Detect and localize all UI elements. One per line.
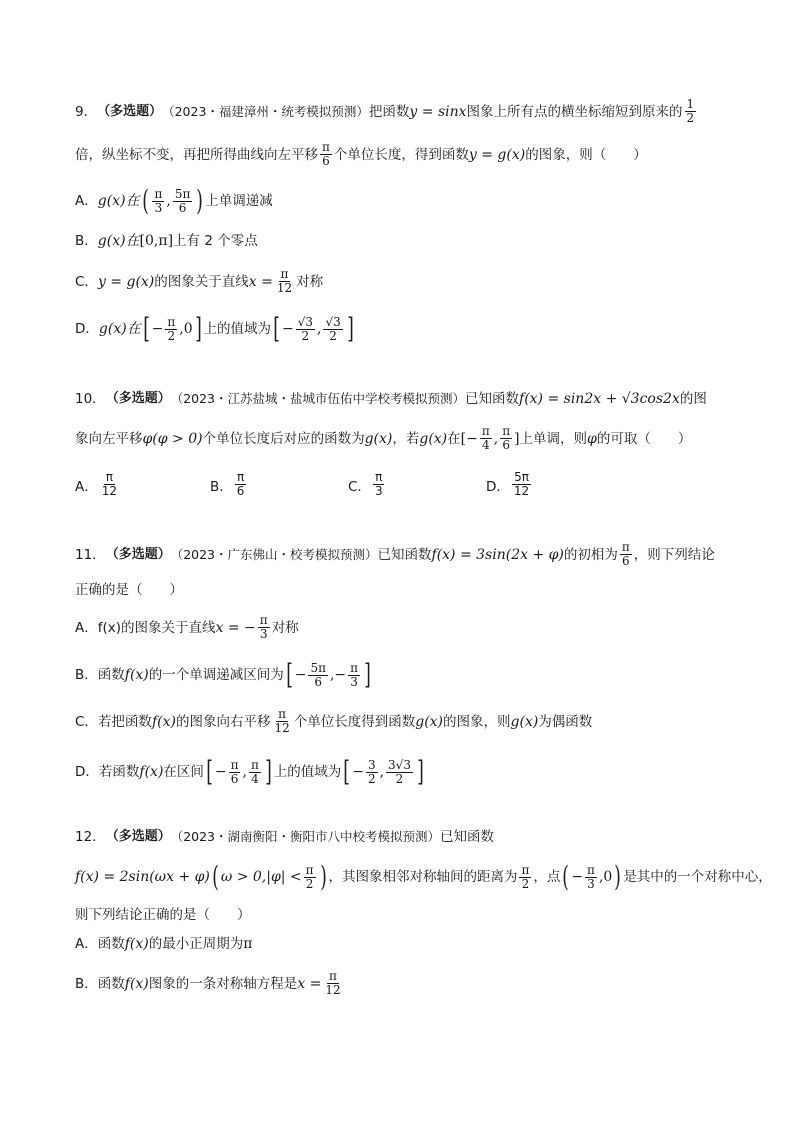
fraction: $\frac{\pi}{6}$: [502, 424, 511, 452]
option-label: D．: [75, 321, 99, 337]
q11-stem-b: 的初相为: [563, 546, 618, 563]
q9-stem-b: 图象上所有点的横坐标缩短到原来的: [466, 103, 683, 120]
option-label: B．: [75, 667, 98, 683]
option-math: f(x): [151, 713, 176, 730]
option-text: 的图象向右平移: [175, 713, 271, 730]
q10-source: （2023・江苏盐城・盐城市伍佑中学校考模拟预测）: [170, 391, 466, 406]
q9-gfunc: y = g(x): [468, 146, 526, 163]
fraction: $\frac{5\pi}{6}$: [310, 660, 326, 689]
q9-half-fraction: $\frac{1}{2}$: [686, 97, 695, 125]
q12-tag: （多选题）: [105, 829, 171, 844]
q9-line-2: [75, 141, 647, 168]
option-text: 的图象关于直线: [154, 273, 249, 290]
q9-option-a: A． g(x)在 ( $\frac{\pi}{3}$ , $\frac{5\pi}{6}$ ) 上单调递减: [75, 184, 273, 217]
q10-option-b: B． $\frac{\pi}{6}$: [210, 470, 245, 498]
fraction: $\frac{√3}{2}$: [325, 314, 341, 343]
fraction: $\frac{\pi}{4}$: [481, 424, 490, 452]
q11-option-c: [75, 708, 592, 735]
q10-option-c: C． $\frac{\pi}{3}$: [348, 470, 383, 498]
option-text: y = g(x): [97, 273, 155, 290]
option-math: x =: [297, 975, 322, 992]
q11-line-2: [75, 578, 183, 602]
option-label: D．: [75, 764, 99, 780]
option-text: 对称: [296, 273, 324, 290]
option-text: 上单调递减: [205, 193, 273, 209]
q10-line-2: 象向左平移 φ(φ > 0) 个单位长度后对应的函数为 g(x) ，若 g(x) 在 [− $\frac{\pi}{4}$ , $\frac{\pi}{6}$ ] 上单调，则 φ 的可取（ ）: [75, 424, 692, 452]
option-text: f(x)的图象关于直线: [97, 619, 216, 636]
q12-stem-c: ，点: [533, 869, 561, 885]
option-text: 函数: [97, 975, 125, 992]
q11-stem-a: 已知函数: [377, 546, 432, 563]
option-label: B．: [75, 233, 98, 249]
q11-source: （2023・广东佛山・校考模拟预测）: [170, 546, 378, 562]
q10-g: g(x): [364, 430, 393, 447]
option-label: C．: [75, 713, 98, 730]
q12-stem-d: 是其中的一个对称中心，: [623, 869, 772, 885]
q11-tag: （多选题）: [105, 546, 171, 562]
q9-tag: （多选题）: [97, 103, 163, 119]
q9-stem-a: 把函数: [368, 103, 410, 120]
q12-line-2: f(x) = 2sin(ωx + φ) ( ω > 0,|φ| < $\frac{\pi}{2}$ ) ，其图象相邻对称轴间的距离为 $\frac{\pi}{2}$ ，点 ( − $\frac{\pi}{3}$ ,0 ) 是其中的一个对称中心，: [75, 860, 772, 893]
q9-number: 9．: [75, 103, 98, 120]
option-text: 函数: [97, 667, 125, 683]
fraction: $\frac{√3}{2}$: [297, 314, 313, 343]
q10-phi2: φ: [587, 430, 597, 447]
q10-tag: （多选题）: [105, 391, 171, 406]
q9-stem-c: 倍，纵坐标不变，再把所得曲线向左平移: [75, 146, 318, 163]
option-math: f(x): [124, 667, 149, 683]
q12-number: 12．: [75, 829, 106, 845]
option-math: π: [243, 936, 253, 952]
q11-number: 11．: [75, 546, 106, 563]
option-math: g(x): [510, 713, 539, 730]
q11-stem-d: 正确的是（ ）: [75, 582, 183, 598]
option-text: 的一个单调递减区间为: [148, 667, 284, 683]
option-text: 上的值域为: [273, 764, 342, 780]
q12-stem-e: 则下列结论正确的是（ ）: [75, 907, 251, 923]
q9-source: （2023・福建漳州・统考模拟预测）: [162, 103, 369, 119]
q9-option-c: [75, 268, 323, 295]
q11-option-a: [75, 614, 299, 641]
q11-init-fraction: $\frac{\pi}{6}$: [621, 540, 630, 568]
q10-option-a: A． $\frac{\pi}{12}$: [75, 470, 118, 498]
q11-stem-c: ，则下列结论: [633, 546, 715, 563]
option-text: 函数: [97, 936, 125, 952]
option-label: C．: [75, 273, 98, 290]
option-text: 的最小正周期为: [148, 936, 244, 952]
q10-option-d: D． $\frac{5\pi}{12}$: [486, 470, 530, 498]
q9-stem-e: 的图象，则（ ）: [525, 146, 647, 163]
fraction: $\frac{\pi}{4}$: [250, 757, 259, 786]
q10-stem-b: 的图: [679, 391, 707, 407]
option-math: f(x): [139, 764, 164, 780]
q11-func: f(x) = 3sin(2x + φ): [431, 546, 564, 563]
option-label: A．: [75, 619, 98, 636]
q11-option-d: D． 若函数 f(x) 在区间 [ − $\frac{\pi}{6}$ , $\frac{\pi}{4}$ ] 上的值域为 [ − $\frac{3}{2}$ , $\frac{3√3}{2}$ ]: [75, 755, 424, 788]
q9-shift-fraction: $\frac{\pi}{6}$: [322, 140, 330, 168]
option-text: g(x)在: [97, 193, 140, 209]
option-label: B．: [75, 975, 98, 992]
q10-stem-a: 已知函数: [465, 391, 520, 407]
q10-func: f(x) = sin2x + √3cos2x: [519, 391, 680, 407]
option-label: A．: [75, 936, 98, 952]
q12-source: （2023・湖南衡阳・衡阳市八中校考模拟预测）: [170, 829, 441, 844]
q12-line-1: [75, 825, 494, 849]
q9-option-d: D． g(x)在 [ − $\frac{\pi}{2}$ ,0 ] 上的值域为 [ − $\frac{√3}{2}$ , $\frac{√3}{2}$ ]: [75, 312, 354, 345]
fraction: $\frac{\pi}{3}$: [259, 613, 268, 641]
fraction: $\frac{\pi}{3}$: [587, 862, 595, 891]
option-text: 上的值域为: [203, 321, 272, 337]
q12-stem-a: 已知函数: [440, 829, 495, 845]
fraction: $\frac{\pi}{2}$: [305, 862, 314, 891]
interval-left: $\frac{\pi}{3}$: [154, 186, 163, 215]
fraction: $\frac{\pi}{2}$: [521, 862, 530, 891]
fraction: $\frac{\pi}{12}$: [325, 969, 341, 997]
option-text: 图象的一条对称轴方程是: [148, 975, 298, 992]
interval-right: $\frac{5\pi}{6}$: [174, 186, 191, 215]
q12-stem-b: ，其图象相邻对称轴间的距离为: [328, 869, 518, 885]
q10-number: 10．: [75, 391, 106, 407]
q9-option-b: [75, 229, 258, 253]
q12-func: f(x) = 2sin(ωx + φ): [75, 869, 210, 885]
option-text: 若把函数: [97, 713, 152, 730]
q11-option-b: B． 函数 f(x) 的一个单调递减区间为 [ − $\frac{5\pi}{6}$ ,− $\frac{\pi}{3}$ ]: [75, 658, 371, 691]
option-label: A．: [75, 193, 98, 209]
q10-stem-f: 在: [447, 430, 461, 447]
q12-cond: ω > 0,|φ| <: [220, 869, 302, 885]
q9-stem-d: 个单位长度，得到函数: [333, 146, 469, 163]
option-text: g(x)在: [98, 321, 141, 337]
interval: [0,π]: [139, 233, 174, 249]
option-math: f(x): [124, 975, 149, 992]
q10-phi: φ(φ > 0): [142, 430, 203, 447]
q10-line-1: [75, 387, 707, 411]
q12-option-a: [75, 932, 252, 956]
q10-stem-e: ，若: [392, 430, 420, 447]
option-text: 若函数: [98, 764, 140, 780]
option-text: 的图象，则: [443, 713, 511, 730]
q10-g2: g(x): [419, 430, 448, 447]
option-text: g(x)在: [97, 233, 140, 249]
q9-func: y = sinx: [409, 103, 467, 120]
option-text: 在区间: [163, 764, 204, 780]
q11-line-1: [75, 541, 715, 568]
q12-line-3: [75, 903, 251, 927]
fraction: $\frac{\pi}{3}$: [350, 660, 359, 689]
option-text: 上有 2 个零点: [173, 233, 258, 249]
q12-option-b: [75, 970, 345, 997]
option-math: f(x): [124, 936, 149, 952]
option-math: x =: [248, 273, 273, 290]
fraction: $\frac{\pi}{12}$: [276, 267, 293, 295]
fraction: $\frac{3}{2}$: [367, 757, 376, 786]
option-math: g(x): [415, 713, 444, 730]
q9-line-1: [75, 98, 698, 125]
q10-stem-d: 个单位长度后对应的函数为: [202, 430, 365, 447]
fraction: $\frac{\pi}{12}$: [274, 707, 290, 735]
option-text: 个单位长度得到函数: [293, 713, 416, 730]
option-text: 对称: [271, 619, 299, 636]
q10-stem-h: 的可取（ ）: [596, 430, 692, 447]
fraction: $\frac{\pi}{2}$: [167, 314, 176, 343]
option-math: x = −: [215, 619, 256, 636]
fraction: $\frac{\pi}{6}$: [230, 757, 239, 786]
fraction: $\frac{3√3}{2}$: [388, 757, 411, 786]
q10-stem-c: 象向左平移: [75, 430, 143, 447]
q10-stem-g: 上单调，则: [519, 430, 588, 447]
option-text: 为偶函数: [538, 713, 593, 730]
